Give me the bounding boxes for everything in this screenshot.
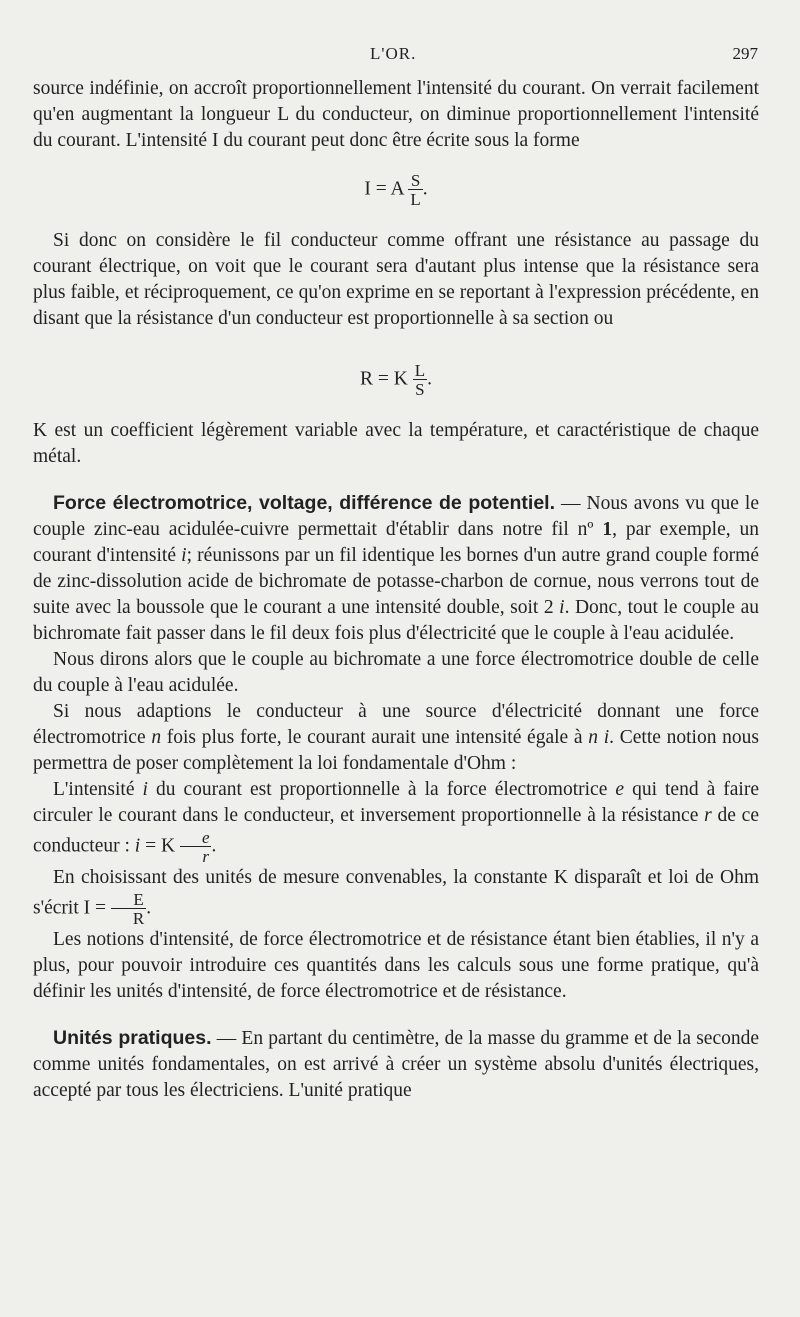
paragraph-intro: source indéfinie, on accroît proportionnellement l'intensité du courant. On verrait facilement qu'en augmentant la longueur L du conducteur, on diminue proportionnellement l'intensité du courant. L'intensité I du courant peut donc être écrite sous la forme [33, 78, 759, 151]
fraction [111, 891, 146, 927]
body-text [33, 76, 759, 1104]
paragraph-ohm-law: L'intensité i du courant est proportionnelle à la force électromotrice e qui tend à faire circuler le courant dans le conducteur, et inversement proportionnelle à la résistance r de ce conducteur : i = K $\frac{e}{r}$ . [33, 779, 759, 866]
fraction-denominator: r [180, 846, 212, 865]
formula-tail: . [427, 368, 432, 390]
paragraph-constant: En choisissant des unités de mesure convenables, la constante K disparaît et loi de Ohm s'écrit I = $\frac{E}{R}$ . [33, 867, 759, 928]
section-heading: Unités pratiques. [53, 1027, 212, 1049]
section-practical-units: Unités pratiques. — En partant du centimètre, de la masse du gramme et de la seconde comme unités fondamentales, on est arrivé à créer un système absolu d'unités électriques, accepté par tous les électriciens. L'unité pratique [33, 1027, 760, 1101]
formula-lhs: R = K [360, 368, 408, 390]
formula-lhs: I = A [364, 178, 404, 200]
page-number: 297 [732, 44, 758, 63]
fraction-numerator: e [201, 828, 210, 847]
paragraph-resistance: Si donc on considère le fil conducteur comme offrant une résistance au passage du courant électrique, on voit que le courant sera d'autant plus intense que la résistance sera plus faible, et réciproquement, ce qu'on exprime en se reportant à l'expression précédente, en disant que la résistance d'un conducteur est proportionnelle à sa section ou [33, 230, 759, 329]
formula-intensity [33, 172, 759, 208]
paragraph-bichromate: Nous dirons alors que le couple au bichromate a une force électromotrice double de celle du couple à l'eau acidulée. [33, 649, 759, 696]
fraction [413, 362, 427, 398]
fraction-denominator: L [410, 190, 421, 209]
paragraph-units-intro: Les notions d'intensité, de force électromotrice et de résistance étant bien établies, il n'y a plus, pour pouvoir introduire ces quantités dans les calculs sous une forme pratique, qu'à définir les unités d'intensité, de force électromotrice et de résistance. [33, 929, 759, 1002]
section-electromotive-force: Force électromotrice, voltage, différence de potentiel. — Nous avons vu que le couple zinc-eau acidulée-cuivre permettait d'établir dans notre fil nº 1, par exemple, un courant d'intensité i; réunissons par un fil identique les bornes d'un autre grand couple formé de zinc-dissolution acide de bichromate de potasse-charbon de cornue, nous verrons tout de suite avec la boussole que le courant a une intensité double, soit 2 i. Donc, tout le couple au bichromate fait passer dans le fil deux fois plus d'électricité que le couple à l'eau acidulée. [33, 492, 759, 644]
fraction [180, 829, 212, 865]
fraction-denominator: R [111, 908, 146, 927]
paragraph-coefficient: K est un coefficient légèrement variable avec la température, et caractéristique de chaque métal. [33, 420, 759, 467]
formula-tail: . [422, 178, 428, 200]
running-title: L'OR. [370, 44, 417, 63]
fraction-denominator: S [413, 379, 427, 398]
formula-resistance [33, 362, 759, 398]
fraction [408, 172, 422, 208]
paragraph-n-times: Si nous adaptions le conducteur à une source d'électricité donnant une force électromotrice n fois plus forte, le courant aurait une intensité égale à n i. Cette notion nous permettra de poser complètement la loi fondamentale d'Ohm : [33, 701, 760, 774]
fraction-numerator: E [133, 890, 144, 909]
section-heading: Force électromotrice, voltage, différence de potentiel. [53, 492, 555, 514]
fraction-numerator: S [410, 171, 421, 190]
fraction-numerator: L [414, 361, 426, 380]
page-header [0, 44, 800, 68]
